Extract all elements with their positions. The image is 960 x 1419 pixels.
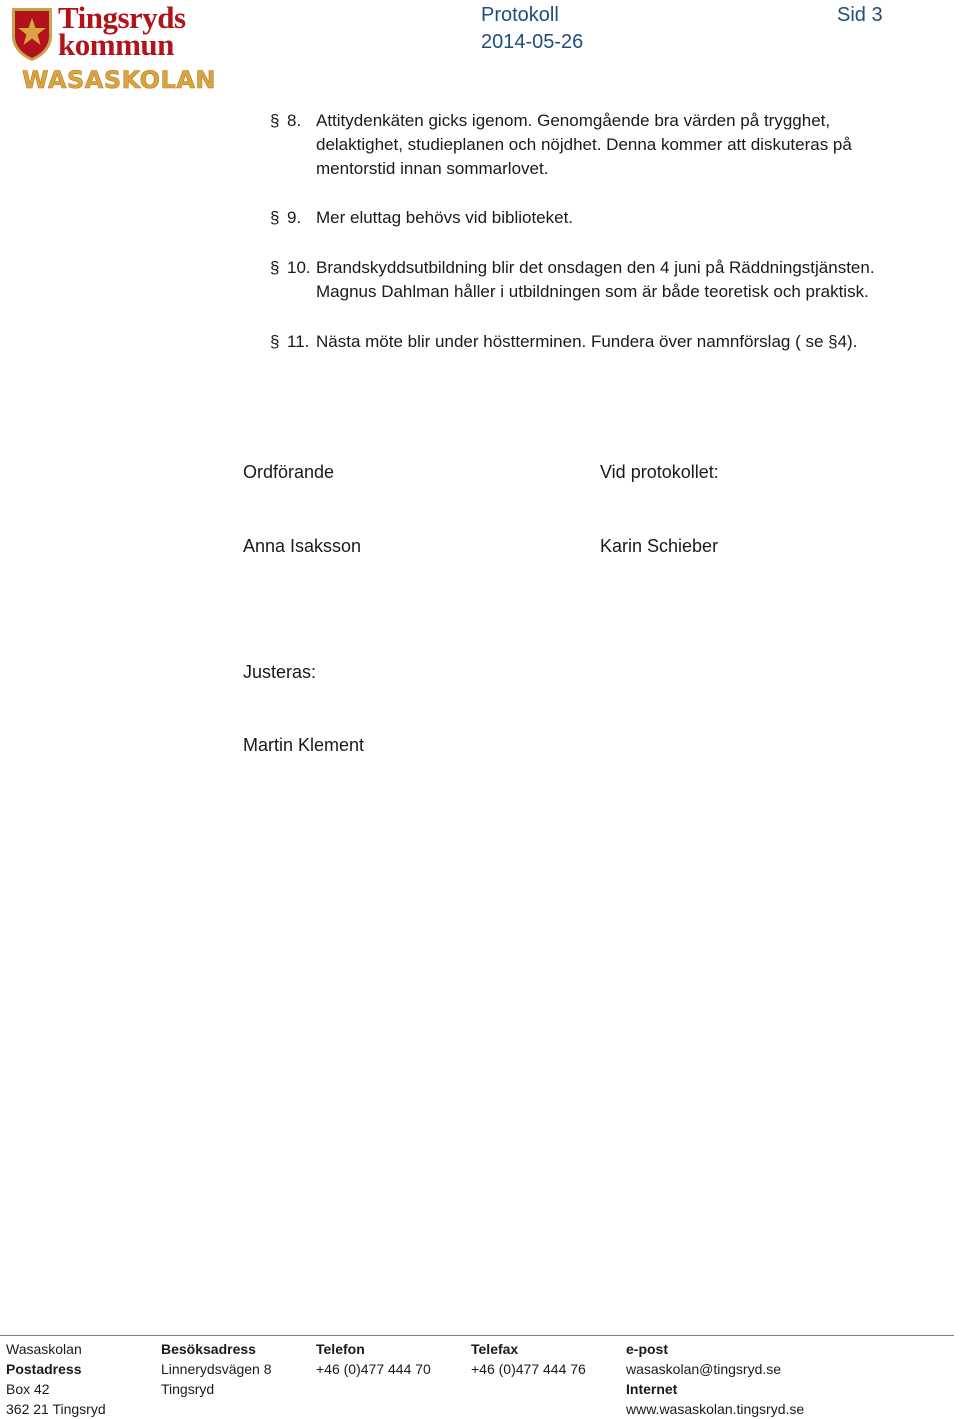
footer-email-link[interactable]: wasaskolan@tingsryd.se xyxy=(626,1361,782,1377)
section-text: Nästa möte blir under höstterminen. Fundera över namnförslag ( se §4). xyxy=(316,332,858,351)
section-text: Attitydenkäten gicks igenom. Genomgående bra värden på trygghet, delaktighet, studieplanen och nöjdhet. Denna kommer att diskuteras på mentorstid innan sommarlovet. xyxy=(316,111,852,178)
logo-municipality-name: Tingsryds kommun xyxy=(58,0,186,62)
paragraph-sign: § xyxy=(270,111,280,130)
footer-visit-line2: Tingsryd xyxy=(161,1381,215,1397)
chair-label: Ordförande xyxy=(243,462,335,482)
footer-phone: +46 (0)477 444 70 xyxy=(316,1361,431,1377)
paragraph-sign: § xyxy=(270,332,280,351)
footer-postal-label: Postadress xyxy=(6,1361,82,1377)
footer-visit-column xyxy=(161,1339,272,1399)
footer-divider xyxy=(0,1335,954,1336)
adjuster-label: Justeras: xyxy=(243,662,317,682)
footer-address-column xyxy=(6,1339,106,1419)
footer-postal-line2: 362 21 Tingsryd xyxy=(6,1401,106,1417)
section-number: 8. xyxy=(287,111,302,130)
logo-school-name: WASASKOLAN xyxy=(22,66,216,94)
paragraph-sign: § xyxy=(270,208,280,227)
footer-contact-column xyxy=(626,1339,804,1419)
paragraph-sign: § xyxy=(270,258,280,277)
document-title: Protokoll xyxy=(481,4,559,26)
document-date: 2014-05-26 xyxy=(481,31,584,53)
section-text: Mer eluttag behövs vid biblioteket. xyxy=(316,208,574,227)
page-number: Sid 3 xyxy=(837,4,883,26)
footer-phone-column xyxy=(316,1339,431,1379)
footer-web-label: Internet xyxy=(626,1381,678,1397)
coat-of-arms-icon xyxy=(10,6,54,62)
footer-phone-label: Telefon xyxy=(316,1341,365,1357)
footer-org: Wasaskolan xyxy=(6,1341,82,1357)
secretary-name: Karin Schieber xyxy=(600,536,719,556)
tingsryd-kommun-logo xyxy=(8,0,216,98)
section-number: 11. xyxy=(287,332,310,351)
secretary-label: Vid protokollet: xyxy=(600,462,719,482)
adjuster-name: Martin Klement xyxy=(243,735,365,755)
footer-web-link[interactable]: www.wasaskolan.tingsryd.se xyxy=(626,1401,805,1417)
footer-fax-label: Telefax xyxy=(471,1341,519,1357)
chair-name: Anna Isaksson xyxy=(243,536,362,556)
footer-email-label: e-post xyxy=(626,1341,668,1357)
footer-fax: +46 (0)477 444 76 xyxy=(471,1361,586,1377)
footer-postal-line1: Box 42 xyxy=(6,1381,50,1397)
section-number: 10. xyxy=(287,258,311,277)
section-text: Brandskyddsutbildning blir det onsdagen den 4 juni på Räddningstjänsten. Magnus Dahlman håller i utbildningen som är både teoretisk och praktisk. xyxy=(316,258,875,301)
section-number: 9. xyxy=(287,208,302,227)
footer-fax-column xyxy=(471,1339,586,1379)
footer-visit-label: Besöksadress xyxy=(161,1341,256,1357)
footer-visit-line1: Linnerydsvägen 8 xyxy=(161,1361,272,1377)
